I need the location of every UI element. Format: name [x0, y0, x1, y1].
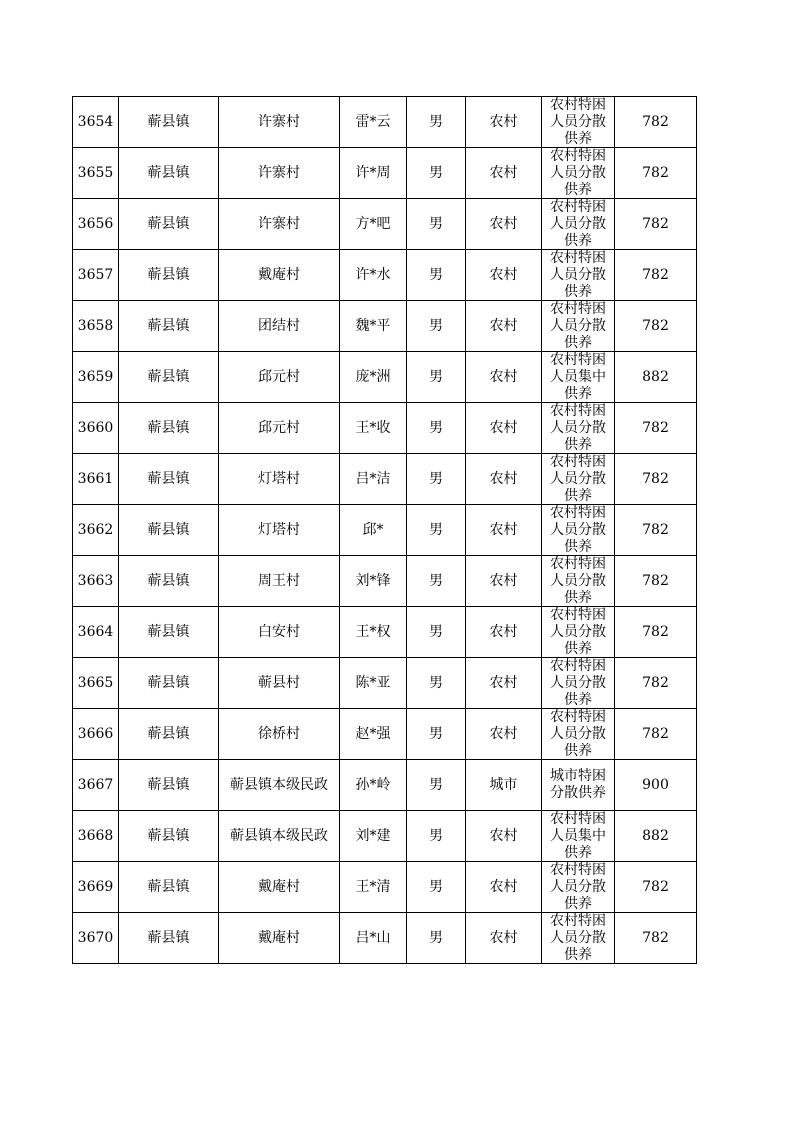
cell-amount: 782: [615, 913, 697, 964]
cell-support-category: [542, 862, 615, 913]
cell-person-name: 许*水: [340, 250, 407, 301]
cell-support-category: [542, 199, 615, 250]
cell-support-category: [542, 913, 615, 964]
table-row: [73, 301, 697, 352]
cell-support-category: [542, 760, 615, 811]
cell-area-type: 农村: [466, 556, 542, 607]
support-category-text: 农村特困人员分散供养: [550, 912, 606, 963]
table-body: [73, 97, 697, 964]
cell-support-category: [542, 97, 615, 148]
cell-town: 蕲县镇: [119, 403, 219, 454]
support-category-text: 农村特困人员分散供养: [550, 555, 606, 606]
support-category-text: 农村特困人员分散供养: [550, 453, 606, 504]
cell-village: 许寨村: [219, 199, 340, 250]
cell-person-name: 王*清: [340, 862, 407, 913]
cell-amount: 782: [615, 607, 697, 658]
cell-gender: 男: [407, 301, 466, 352]
cell-area-type: 农村: [466, 403, 542, 454]
support-category-text: 农村特困人员分散供养: [550, 606, 606, 657]
cell-gender: 男: [407, 709, 466, 760]
cell-serial-number: 3656: [73, 199, 119, 250]
cell-amount: 782: [615, 658, 697, 709]
cell-area-type: 农村: [466, 301, 542, 352]
cell-gender: 男: [407, 760, 466, 811]
cell-area-type: 农村: [466, 658, 542, 709]
cell-gender: 男: [407, 913, 466, 964]
table-row: [73, 658, 697, 709]
cell-area-type: 农村: [466, 709, 542, 760]
cell-support-category: [542, 352, 615, 403]
cell-village: 灯塔村: [219, 454, 340, 505]
cell-village: 蕲县村: [219, 658, 340, 709]
cell-area-type: 农村: [466, 454, 542, 505]
table-row: [73, 760, 697, 811]
cell-serial-number: 3663: [73, 556, 119, 607]
table-row: [73, 709, 697, 760]
cell-area-type: 农村: [466, 97, 542, 148]
cell-support-category: [542, 403, 615, 454]
support-category-text: 农村特困人员分散供养: [550, 96, 606, 147]
cell-serial-number: 3670: [73, 913, 119, 964]
cell-support-category: [542, 709, 615, 760]
cell-gender: 男: [407, 199, 466, 250]
cell-village: 许寨村: [219, 148, 340, 199]
cell-town: 蕲县镇: [119, 97, 219, 148]
cell-town: 蕲县镇: [119, 709, 219, 760]
cell-village: 戴庵村: [219, 913, 340, 964]
cell-area-type: 农村: [466, 199, 542, 250]
support-category-text: 农村特困人员分散供养: [550, 249, 606, 300]
cell-gender: 男: [407, 811, 466, 862]
support-category-text: 农村特困人员分散供养: [550, 198, 606, 249]
cell-area-type: 农村: [466, 862, 542, 913]
cell-support-category: [542, 301, 615, 352]
cell-town: 蕲县镇: [119, 811, 219, 862]
cell-amount: 782: [615, 862, 697, 913]
cell-area-type: 农村: [466, 811, 542, 862]
cell-town: 蕲县镇: [119, 658, 219, 709]
cell-town: 蕲县镇: [119, 454, 219, 505]
table-row: [73, 97, 697, 148]
table-row: [73, 250, 697, 301]
table-row: [73, 913, 697, 964]
cell-village: 许寨村: [219, 97, 340, 148]
cell-serial-number: 3659: [73, 352, 119, 403]
cell-person-name: 王*收: [340, 403, 407, 454]
cell-gender: 男: [407, 352, 466, 403]
table-row: [73, 454, 697, 505]
cell-gender: 男: [407, 505, 466, 556]
cell-support-category: [542, 454, 615, 505]
cell-amount: 782: [615, 199, 697, 250]
cell-amount: 782: [615, 505, 697, 556]
cell-gender: 男: [407, 658, 466, 709]
cell-amount: 782: [615, 709, 697, 760]
cell-village: 徐桥村: [219, 709, 340, 760]
cell-town: 蕲县镇: [119, 607, 219, 658]
cell-town: 蕲县镇: [119, 556, 219, 607]
support-category-text: 农村特困人员分散供养: [550, 657, 606, 708]
cell-gender: 男: [407, 148, 466, 199]
cell-amount: 882: [615, 352, 697, 403]
table-row: [73, 811, 697, 862]
cell-area-type: 农村: [466, 250, 542, 301]
table-row: [73, 148, 697, 199]
cell-town: 蕲县镇: [119, 760, 219, 811]
cell-serial-number: 3662: [73, 505, 119, 556]
cell-person-name: 刘*锋: [340, 556, 407, 607]
cell-town: 蕲县镇: [119, 862, 219, 913]
cell-amount: 782: [615, 454, 697, 505]
cell-village: 周王村: [219, 556, 340, 607]
support-category-text: 农村特困人员分散供养: [550, 402, 606, 453]
cell-person-name: 吕*山: [340, 913, 407, 964]
cell-town: 蕲县镇: [119, 301, 219, 352]
cell-person-name: 赵*强: [340, 709, 407, 760]
cell-amount: 782: [615, 148, 697, 199]
table-row: [73, 607, 697, 658]
cell-amount: 782: [615, 556, 697, 607]
cell-amount: 782: [615, 97, 697, 148]
cell-support-category: [542, 811, 615, 862]
table-row: [73, 199, 697, 250]
support-category-text: 农村特困人员分散供养: [550, 708, 606, 759]
cell-town: 蕲县镇: [119, 505, 219, 556]
cell-area-type: 农村: [466, 913, 542, 964]
cell-town: 蕲县镇: [119, 148, 219, 199]
cell-town: 蕲县镇: [119, 199, 219, 250]
support-category-text: 农村特困人员集中供养: [550, 351, 606, 402]
cell-gender: 男: [407, 97, 466, 148]
support-category-text: 城市特困分散供养: [550, 768, 606, 801]
support-category-text: 农村特困人员分散供养: [550, 300, 606, 351]
cell-person-name: 吕*洁: [340, 454, 407, 505]
cell-support-category: [542, 250, 615, 301]
cell-serial-number: 3669: [73, 862, 119, 913]
table-row: [73, 556, 697, 607]
cell-person-name: 王*权: [340, 607, 407, 658]
cell-gender: 男: [407, 607, 466, 658]
cell-serial-number: 3657: [73, 250, 119, 301]
cell-support-category: [542, 148, 615, 199]
cell-area-type: 农村: [466, 148, 542, 199]
cell-serial-number: 3665: [73, 658, 119, 709]
cell-gender: 男: [407, 403, 466, 454]
cell-town: 蕲县镇: [119, 250, 219, 301]
cell-area-type: 农村: [466, 607, 542, 658]
cell-amount: 782: [615, 250, 697, 301]
cell-serial-number: 3654: [73, 97, 119, 148]
cell-village: 灯塔村: [219, 505, 340, 556]
cell-gender: 男: [407, 454, 466, 505]
cell-area-type: 农村: [466, 505, 542, 556]
cell-support-category: [542, 556, 615, 607]
cell-village: 邱元村: [219, 403, 340, 454]
cell-serial-number: 3655: [73, 148, 119, 199]
cell-support-category: [542, 658, 615, 709]
table-row: [73, 403, 697, 454]
cell-amount: 900: [615, 760, 697, 811]
cell-serial-number: 3660: [73, 403, 119, 454]
cell-person-name: 许*周: [340, 148, 407, 199]
cell-amount: 782: [615, 301, 697, 352]
cell-gender: 男: [407, 556, 466, 607]
cell-serial-number: 3667: [73, 760, 119, 811]
cell-serial-number: 3668: [73, 811, 119, 862]
relief-roster-table: [72, 96, 697, 964]
cell-support-category: [542, 607, 615, 658]
cell-amount: 782: [615, 403, 697, 454]
cell-person-name: 方*吧: [340, 199, 407, 250]
cell-person-name: 雷*云: [340, 97, 407, 148]
table-row: [73, 352, 697, 403]
cell-amount: 882: [615, 811, 697, 862]
cell-person-name: 邱*: [340, 505, 407, 556]
cell-town: 蕲县镇: [119, 913, 219, 964]
cell-area-type: 城市: [466, 760, 542, 811]
cell-person-name: 刘*建: [340, 811, 407, 862]
support-category-text: 农村特困人员集中供养: [550, 810, 606, 861]
cell-person-name: 庞*洲: [340, 352, 407, 403]
table-row: [73, 505, 697, 556]
support-category-text: 农村特困人员分散供养: [550, 147, 606, 198]
cell-serial-number: 3666: [73, 709, 119, 760]
cell-village: 邱元村: [219, 352, 340, 403]
table-row: [73, 862, 697, 913]
cell-gender: 男: [407, 250, 466, 301]
support-category-text: 农村特困人员分散供养: [550, 861, 606, 912]
cell-serial-number: 3661: [73, 454, 119, 505]
cell-support-category: [542, 505, 615, 556]
cell-serial-number: 3658: [73, 301, 119, 352]
cell-village: 团结村: [219, 301, 340, 352]
cell-area-type: 农村: [466, 352, 542, 403]
cell-person-name: 孙*岭: [340, 760, 407, 811]
cell-serial-number: 3664: [73, 607, 119, 658]
cell-village: 蕲县镇本级民政: [219, 760, 340, 811]
cell-person-name: 陈*亚: [340, 658, 407, 709]
cell-village: 蕲县镇本级民政: [219, 811, 340, 862]
cell-village: 戴庵村: [219, 862, 340, 913]
cell-village: 白安村: [219, 607, 340, 658]
cell-gender: 男: [407, 862, 466, 913]
support-category-text: 农村特困人员分散供养: [550, 504, 606, 555]
cell-town: 蕲县镇: [119, 352, 219, 403]
cell-village: 戴庵村: [219, 250, 340, 301]
cell-person-name: 魏*平: [340, 301, 407, 352]
